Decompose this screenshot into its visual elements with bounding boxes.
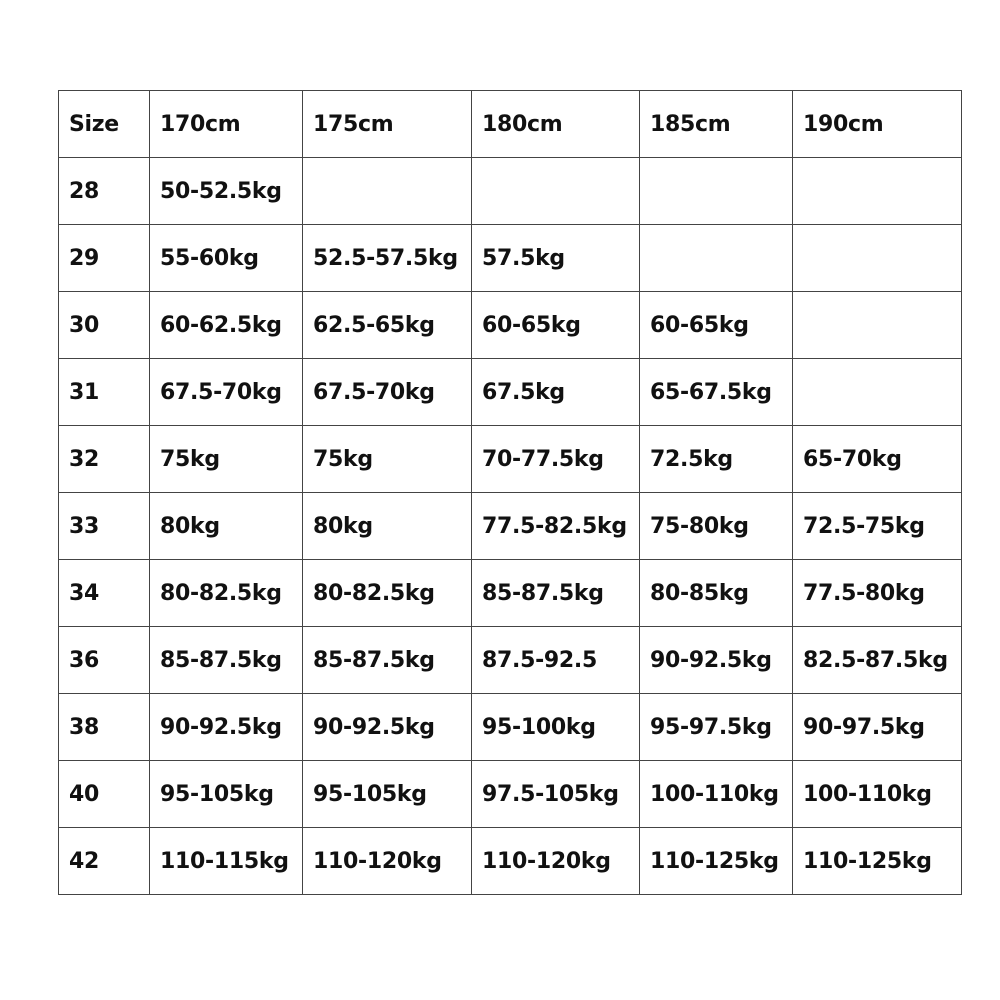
weight-cell: 80-82.5kg — [303, 560, 472, 627]
header-height-cell: 190cm — [793, 91, 962, 158]
table-row — [59, 828, 962, 895]
weight-cell — [793, 292, 962, 359]
weight-cell: 97.5-105kg — [472, 761, 640, 828]
weight-cell: 110-125kg — [793, 828, 962, 895]
weight-cell: 60-65kg — [472, 292, 640, 359]
weight-cell: 67.5-70kg — [303, 359, 472, 426]
weight-cell — [793, 359, 962, 426]
weight-cell: 100-110kg — [640, 761, 793, 828]
table-row — [59, 694, 962, 761]
table-row — [59, 225, 962, 292]
header-height-cell: 170cm — [150, 91, 303, 158]
table-row — [59, 560, 962, 627]
weight-cell: 50-52.5kg — [150, 158, 303, 225]
weight-cell: 90-97.5kg — [793, 694, 962, 761]
weight-cell: 110-115kg — [150, 828, 303, 895]
weight-cell: 55-60kg — [150, 225, 303, 292]
weight-cell — [640, 158, 793, 225]
header-height-cell: 175cm — [303, 91, 472, 158]
size-cell: 40 — [59, 761, 150, 828]
size-cell: 29 — [59, 225, 150, 292]
weight-cell: 90-92.5kg — [150, 694, 303, 761]
weight-cell: 85-87.5kg — [303, 627, 472, 694]
weight-cell: 72.5-75kg — [793, 493, 962, 560]
table-row — [59, 627, 962, 694]
weight-cell: 62.5-65kg — [303, 292, 472, 359]
weight-cell: 80kg — [150, 493, 303, 560]
weight-cell: 95-100kg — [472, 694, 640, 761]
weight-cell: 90-92.5kg — [640, 627, 793, 694]
table-row — [59, 761, 962, 828]
size-chart-body — [59, 91, 962, 895]
weight-cell: 75-80kg — [640, 493, 793, 560]
weight-cell: 67.5-70kg — [150, 359, 303, 426]
header-height-cell: 185cm — [640, 91, 793, 158]
weight-cell: 80-85kg — [640, 560, 793, 627]
weight-cell: 82.5-87.5kg — [793, 627, 962, 694]
weight-cell — [303, 158, 472, 225]
size-cell: 31 — [59, 359, 150, 426]
weight-cell: 95-97.5kg — [640, 694, 793, 761]
weight-cell: 100-110kg — [793, 761, 962, 828]
weight-cell: 80-82.5kg — [150, 560, 303, 627]
header-height-cell: 180cm — [472, 91, 640, 158]
weight-cell: 75kg — [303, 426, 472, 493]
weight-cell: 60-65kg — [640, 292, 793, 359]
weight-cell — [640, 225, 793, 292]
weight-cell: 72.5kg — [640, 426, 793, 493]
weight-cell: 110-120kg — [472, 828, 640, 895]
weight-cell: 85-87.5kg — [150, 627, 303, 694]
size-chart-table — [58, 90, 962, 895]
size-cell: 33 — [59, 493, 150, 560]
table-row — [59, 292, 962, 359]
table-row — [59, 359, 962, 426]
weight-cell: 80kg — [303, 493, 472, 560]
weight-cell: 85-87.5kg — [472, 560, 640, 627]
size-cell: 32 — [59, 426, 150, 493]
weight-cell — [472, 158, 640, 225]
weight-cell: 110-125kg — [640, 828, 793, 895]
weight-cell: 75kg — [150, 426, 303, 493]
table-row — [59, 493, 962, 560]
size-cell: 36 — [59, 627, 150, 694]
size-cell: 28 — [59, 158, 150, 225]
weight-cell: 67.5kg — [472, 359, 640, 426]
weight-cell: 57.5kg — [472, 225, 640, 292]
weight-cell — [793, 158, 962, 225]
weight-cell: 90-92.5kg — [303, 694, 472, 761]
table-row — [59, 158, 962, 225]
size-cell: 38 — [59, 694, 150, 761]
weight-cell: 87.5-92.5 — [472, 627, 640, 694]
size-cell: 30 — [59, 292, 150, 359]
weight-cell: 65-70kg — [793, 426, 962, 493]
weight-cell: 60-62.5kg — [150, 292, 303, 359]
weight-cell — [793, 225, 962, 292]
weight-cell: 77.5-82.5kg — [472, 493, 640, 560]
weight-cell: 110-120kg — [303, 828, 472, 895]
weight-cell: 52.5-57.5kg — [303, 225, 472, 292]
weight-cell: 95-105kg — [150, 761, 303, 828]
weight-cell: 70-77.5kg — [472, 426, 640, 493]
table-row — [59, 426, 962, 493]
header-size-label: Size — [59, 91, 150, 158]
weight-cell: 65-67.5kg — [640, 359, 793, 426]
weight-cell: 95-105kg — [303, 761, 472, 828]
header-row — [59, 91, 962, 158]
weight-cell: 77.5-80kg — [793, 560, 962, 627]
size-cell: 42 — [59, 828, 150, 895]
size-cell: 34 — [59, 560, 150, 627]
